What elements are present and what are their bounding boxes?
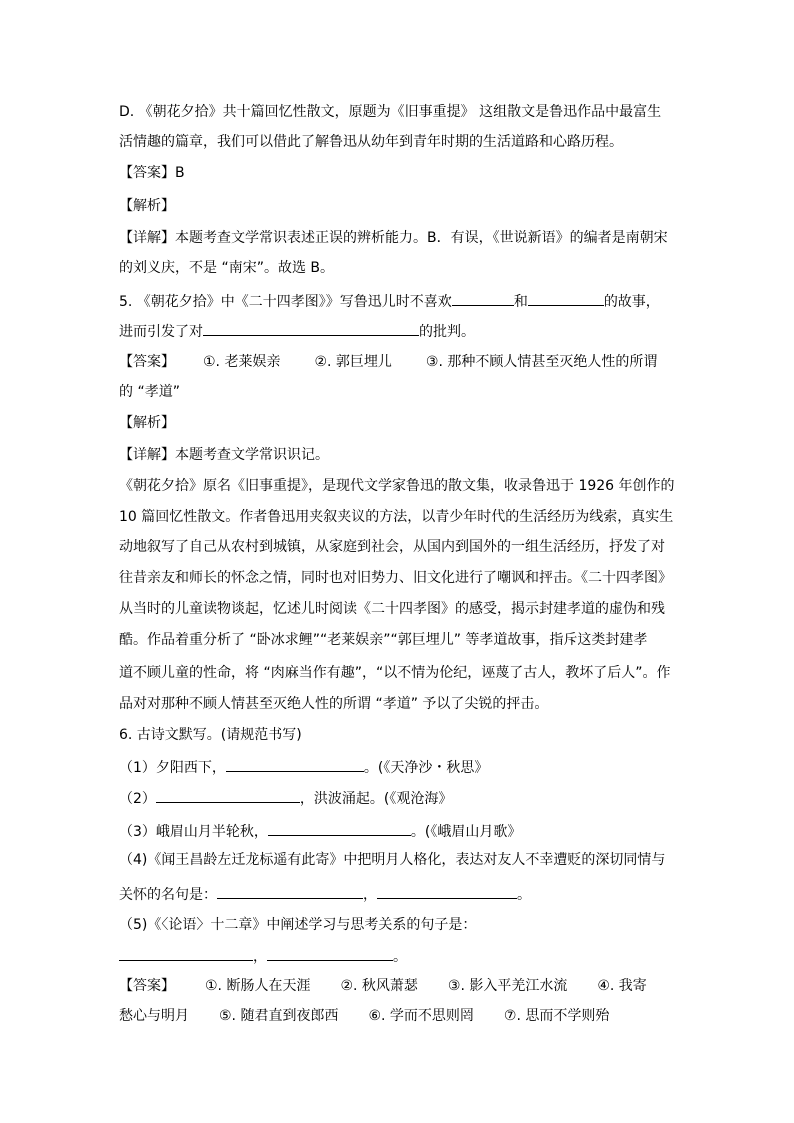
q6-sub2 bbox=[119, 788, 452, 808]
question-text: 的批判。 bbox=[419, 324, 475, 340]
q6-sub5-line2 bbox=[119, 946, 407, 966]
answer-blank[interactable] bbox=[119, 946, 253, 961]
answer-item: ③. 那种不顾人情甚至灭绝人性的所谓 bbox=[425, 354, 658, 370]
answer-item: ⑦. 思而不学则殆 bbox=[503, 1008, 610, 1024]
answer-label: 【答案】 bbox=[119, 978, 175, 994]
answer-value: B bbox=[175, 165, 185, 181]
q6-title: 6. 古诗文默写。(请规范书写) bbox=[119, 727, 302, 743]
q5-detail bbox=[119, 446, 329, 464]
question-text: 进而引发了对 bbox=[119, 324, 203, 340]
question-text: （1）夕阳西下， bbox=[119, 760, 226, 776]
q4-detail-cont: 的刘义庆，不是 “南宋”。故选 B。 bbox=[119, 260, 335, 276]
question-text: 。(《峨眉山月歌》 bbox=[410, 824, 522, 840]
question-text: 。 bbox=[393, 949, 407, 965]
q5-question-line1 bbox=[119, 291, 660, 311]
q4-detail bbox=[119, 229, 668, 247]
answer-blank[interactable] bbox=[267, 946, 393, 961]
answer-item: ①. 断肠人在天涯 bbox=[205, 978, 311, 994]
question-text: ，洪波涌起。(《观沧海》 bbox=[299, 791, 453, 807]
answer-item: ②. 郭巨埋儿 bbox=[314, 354, 392, 370]
detail-line: 酷。作品着重分析了 “卧冰求鲤”“老莱娱亲”“郭巨埋儿” 等孝道故事，指斥这类封建孝 bbox=[119, 632, 648, 648]
question-text: 。 bbox=[517, 887, 531, 903]
answer-blank[interactable] bbox=[528, 291, 604, 306]
detail-line: 动地叙写了自己从农村到城镇，从家庭到社会，从国内到国外的一组生活经历，抒发了对 bbox=[119, 539, 665, 555]
q5-answer bbox=[119, 353, 657, 371]
detail-text: 本题考查文学常识识记。 bbox=[175, 447, 329, 463]
question-text: 5. 《朝花夕拾》中《二十四孝图》》写鲁迅儿时不喜欢 bbox=[119, 294, 452, 310]
q6-sub1 bbox=[119, 757, 488, 777]
q4-answer bbox=[119, 164, 185, 182]
question-text: ， bbox=[253, 949, 267, 965]
detail-text: 本题考查文学常识表述正误的辨析能力。B．有误，《世说新语》的编者是南朝宋 bbox=[175, 230, 668, 246]
question-text: 和 bbox=[513, 294, 528, 310]
answer-item: 愁心与明月 bbox=[119, 1008, 189, 1024]
answer-blank[interactable] bbox=[203, 321, 419, 336]
answer-item: ⑤. 随君直到夜郎西 bbox=[219, 1008, 339, 1024]
answer-item: ⑥. 学而不思则罔 bbox=[368, 1008, 474, 1024]
answer-item: ①. 老莱娱亲 bbox=[203, 354, 281, 370]
q4-analysis-label: 【解析】 bbox=[119, 198, 175, 214]
detail-line: 道不顾儿童的性命，将 “肉麻当作有趣”，“以不情为伦纪，诬蔑了古人，教坏了后人”。作 bbox=[119, 665, 671, 681]
answer-blank[interactable] bbox=[217, 884, 363, 899]
answer-blank[interactable] bbox=[452, 291, 514, 306]
answer-blank[interactable] bbox=[268, 821, 411, 836]
detail-label: 【详解】 bbox=[119, 230, 175, 246]
question-text: 。(《天净沙・秋思》 bbox=[363, 760, 489, 776]
answer-blank[interactable] bbox=[377, 884, 517, 899]
option-d-line: 活情趣的篇章，我们可以借此了解鲁迅从幼年到青年时期的生活道路和心路历程。 bbox=[119, 134, 623, 150]
detail-line: 往昔亲友和师长的怀念之情，同时也对旧势力、旧文化进行了嘲讽和抨击。《二十四孝图》 bbox=[119, 570, 672, 586]
question-text: （2） bbox=[119, 791, 156, 807]
question-text: （3）峨眉山月半轮秋， bbox=[119, 824, 268, 840]
answer-label: 【答案】 bbox=[119, 354, 175, 370]
answer-item: ②. 秋风萧瑟 bbox=[340, 978, 418, 994]
detail-line: 10 篇回忆性散文。作者鲁迅用夹叙夹议的方法，以青少年时代的生活经历为线索，真实生 bbox=[119, 509, 674, 525]
q6-sub4-line1: （4)《闻王昌龄左迁龙标遥有此寄》中把明月人格化，表达对友人不幸遭贬的深切同情与 bbox=[119, 852, 666, 868]
question-text: 关怀的名句是： bbox=[119, 887, 217, 903]
q6-answer-cont bbox=[119, 1007, 609, 1025]
q5-answer-cont: 的 “孝道” bbox=[119, 384, 180, 400]
detail-line: 《朝花夕拾》原名《旧事重提》，是现代文学家鲁迅的散文集，收录鲁迅于 1926 年创作的 bbox=[119, 478, 675, 494]
q6-sub4-line2 bbox=[119, 884, 531, 904]
detail-line: 品对对那种不顾人情甚至灭绝人性的所谓 “孝道” 予以了尖锐的抨击。 bbox=[119, 696, 549, 712]
q5-analysis-label: 【解析】 bbox=[119, 415, 175, 431]
q6-sub3 bbox=[119, 821, 521, 841]
answer-item: ③. 影入平羌江水流 bbox=[447, 978, 568, 994]
q5-question-line2 bbox=[119, 321, 475, 341]
option-d-line: D. 《朝花夕拾》共十篇回忆性散文，原题为《旧事重提》 这组散文是鲁迅作品中最富生 bbox=[119, 104, 662, 120]
question-text: 的故事， bbox=[603, 294, 660, 310]
answer-blank[interactable] bbox=[226, 757, 364, 772]
detail-label: 【详解】 bbox=[119, 447, 175, 463]
answer-label: 【答案】 bbox=[119, 165, 175, 181]
detail-line: 从当时的儿童读物谈起，忆述儿时阅读《二十四孝图》的感受，揭示封建孝道的虚伪和残 bbox=[119, 601, 665, 617]
q6-answer bbox=[119, 977, 647, 995]
answer-blank[interactable] bbox=[156, 788, 300, 803]
q6-sub5-line1: （5)《〈论语〉十二章》中阐述学习与思考关系的句子是： bbox=[119, 917, 477, 933]
question-text: ， bbox=[363, 887, 377, 903]
answer-item: ④. 我寄 bbox=[597, 978, 647, 994]
